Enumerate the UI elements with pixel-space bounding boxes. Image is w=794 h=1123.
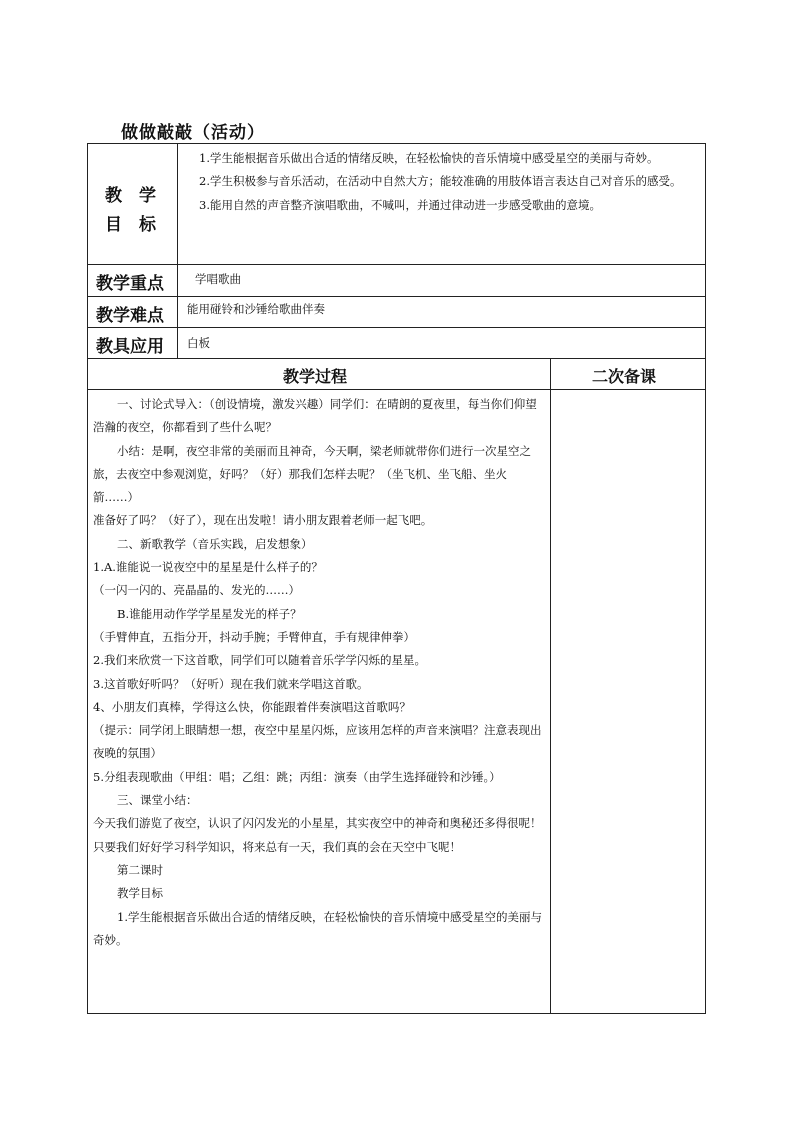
process-header: 教学过程 [283,367,348,386]
process-paragraph: 小结：是啊，夜空非常的美丽而且神奇，今天啊，梁老师就带你们进行一次星空之旅，去夜空中参观浏览，好吗？（好）那我们怎样去呢？（坐飞机、坐飞船、坐火箭……） [93,443,531,505]
difficulty-value: 能用碰铃和沙锤给歌曲伴奏 [187,302,325,316]
process-paragraph: 5.分组表现歌曲（甲组：唱；乙组：跳；丙组：演奏（由学生选择碰铃和沙锤。） [93,769,501,784]
goal-item: 2.学生积极参与音乐活动，在活动中自然大方；能较准确的用肢体语言表达自己对音乐的感受。 [199,174,682,189]
row-divider [87,358,706,359]
label-divider [177,143,178,358]
key-point-value: 学唱歌曲 [195,272,241,286]
second-prep-header: 二次备课 [592,367,657,386]
goals-label-line2: 目 标 [105,215,156,235]
process-paragraph: 二、新歌教学（音乐实践，启发想象） [117,536,313,551]
process-paragraph: 1.学生能根据音乐做出合适的情绪反映，在轻松愉快的音乐情境中感受星空的美丽与奇妙。 [93,909,542,947]
process-paragraph: （提示：同学闭上眼睛想一想，夜空中星星闪烁，应该用怎样的声音来演唱？注意表现出夜晚的氛围） [93,723,542,761]
teaching-goals [187,147,703,217]
row-divider [87,264,706,265]
process-paragraph: 4、小朋友们真棒，学得这么快，你能跟着伴奏演唱这首歌吗？ [93,699,411,714]
row-divider [87,327,706,328]
process-paragraph: 教学目标 [117,886,163,901]
tools-label: 教具应用 [96,337,164,357]
row-divider [87,389,706,390]
goal-item: 1.学生能根据音乐做出合适的情绪反映，在轻松愉快的音乐情境中感受星空的美丽与奇妙。 [199,151,659,165]
key-point-label: 教学重点 [96,274,164,294]
process-paragraph: （一闪一闪的、亮晶晶的、发光的……） [93,583,300,598]
column-divider [550,358,551,1014]
process-paragraph: 第二课时 [117,862,163,877]
process-paragraph: B.谁能用动作学学星星发光的样子？ [117,606,302,621]
row-divider [87,296,706,297]
lesson-plan-table [87,143,706,1014]
process-paragraph: 一、讨论式导入：（创设情境，激发兴趣）同学们：在晴朗的夏夜里，每当你们仰望浩瀚的夜空，你都看到了些什么呢？ [93,397,537,435]
process-paragraph: （手臂伸直，五指分开，抖动手腕；手臂伸直，手有规律伸拳） [93,629,415,644]
page-title: 做做敲敲（活动） [121,123,265,143]
teaching-process [93,393,546,952]
process-paragraph: 3.这首歌好听吗？（好听）现在我们就来学唱这首歌。 [93,676,369,691]
process-paragraph: 1.A.谁能说一说夜空中的星星是什么样子的？ [93,560,323,575]
process-paragraph: 今天我们游览了夜空，认识了闪闪发光的小星星，其实夜空中的神奇和奥秘还多得很呢！只要我们好好学习科学知识，将来总有一天，我们真的会在天空中飞呢！ [93,816,542,854]
goal-item: 3.能用自然的声音整齐演唱歌曲，不喊叫，并通过律动进一步感受歌曲的意境。 [199,197,601,212]
process-paragraph: 2.我们来欣赏一下这首歌，同学们可以随着音乐学学闪烁的星星。 [93,653,426,668]
difficulty-label: 教学难点 [96,306,164,326]
process-paragraph: 准备好了吗？（好了），现在出发啦！请小朋友跟着老师一起飞吧。 [93,513,433,528]
tools-value: 白板 [187,336,210,350]
goals-label-line1: 教 学 [105,186,156,206]
process-paragraph: 三、课堂小结： [117,793,198,808]
